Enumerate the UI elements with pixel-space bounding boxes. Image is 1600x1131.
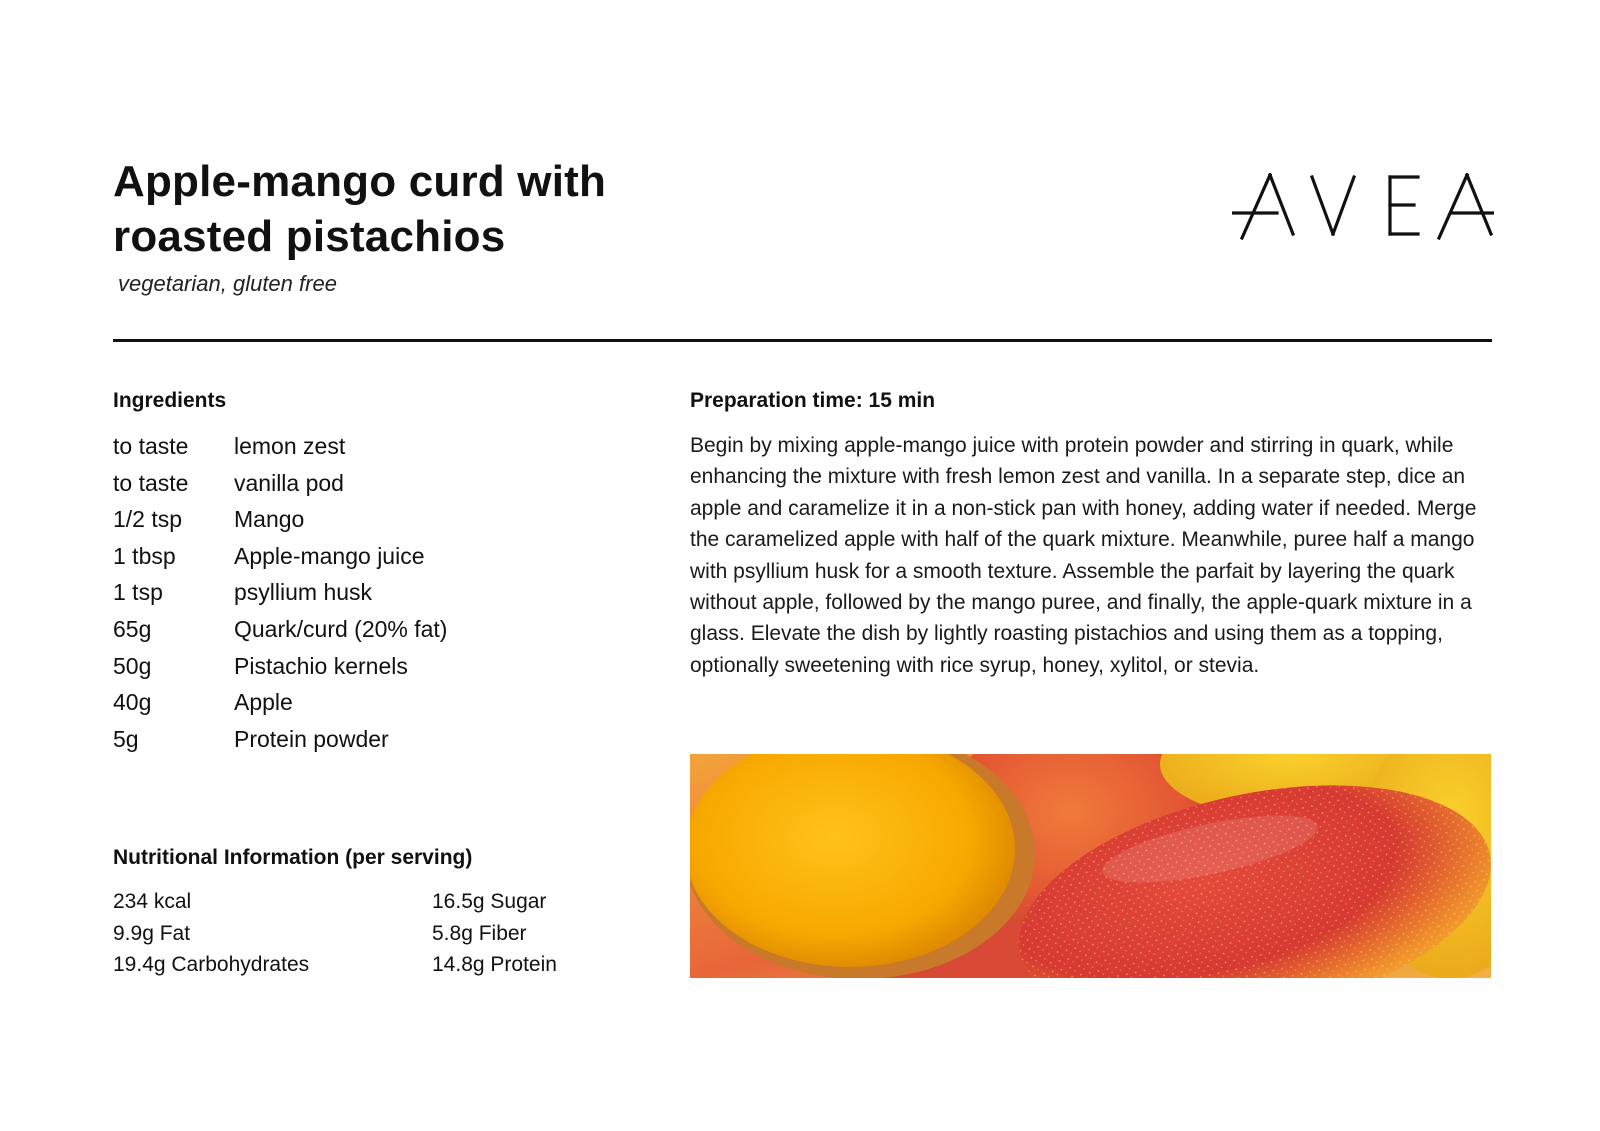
ingredient-name: Protein powder [234, 725, 389, 752]
nutrition-value: 14.8g Protein [432, 953, 557, 976]
recipe-title: Apple-mango curd with roasted pistachios [113, 157, 607, 261]
ingredient-name: psyllium husk [234, 579, 373, 606]
mango-photo [690, 754, 1491, 978]
ingredient-quantity: to taste [113, 469, 189, 496]
ingredient-name: vanilla pod [234, 469, 344, 496]
avea-logo-icon [1232, 172, 1494, 242]
ingredient-name: Quark/curd (20% fat) [234, 615, 448, 642]
ingredients-list [113, 428, 447, 757]
ingredient-row [113, 538, 447, 575]
diet-tags: vegetarian, gluten free [118, 271, 337, 296]
ingredient-row [113, 574, 447, 611]
ingredient-row [113, 684, 447, 721]
mango-photo-illustration [690, 754, 1491, 978]
ingredient-name: Pistachio kernels [234, 652, 408, 679]
nutrition-grid [113, 886, 632, 981]
ingredient-quantity: 50g [113, 652, 152, 679]
nutrition-value: 5.8g Fiber [432, 921, 527, 945]
avea-logo [1232, 172, 1494, 242]
ingredient-name: lemon zest [234, 433, 346, 459]
nutrition-value: 16.5g Sugar [432, 890, 547, 913]
ingredient-name: Apple-mango juice [234, 542, 425, 569]
ingredient-quantity: 5g [113, 725, 139, 752]
ingredient-quantity: 65g [113, 615, 152, 642]
ingredient-quantity: 1 tsp [113, 579, 163, 606]
ingredient-row [113, 721, 447, 758]
ingredient-name: Mango [234, 506, 305, 533]
preparation-instructions: Begin by mixing apple-mango juice with protein powder and stirring in quark, while enhancing the mixture with fresh lemon zest and vanilla. In a separate step, dice an apple and caramelize it in a non-stick pan with honey, adding water if needed. Merge the caramelized apple with half of the quark mixture. Meanwhile, puree half a mango with psyllium husk for a smooth texture. Assemble the parfait by layering the quark without apple, followed by the mango puree, and finally, the apple-quark mixture in a glass. Elevate the dish by lightly roasting pistachios and using them as a topping, optionally sweetening with rice syrup, honey, xylitol, or stevia. [690, 434, 1477, 677]
preparation-heading: Preparation time: 15 min [690, 389, 936, 412]
ingredient-quantity: 40g [113, 689, 152, 716]
ingredient-row [113, 428, 447, 465]
ingredient-quantity: 1/2 tsp [113, 506, 183, 533]
nutrition-value: 9.9g Fat [113, 921, 191, 945]
ingredient-quantity: to taste [113, 433, 189, 459]
ingredients-heading: Ingredients [113, 389, 227, 412]
nutrition-heading: Nutritional Information (per serving) [113, 846, 473, 869]
nutrition-value: 19.4g Carbohydrates [113, 953, 310, 976]
ingredient-row [113, 501, 447, 538]
ingredient-name: Apple [234, 689, 293, 716]
ingredient-row [113, 648, 447, 685]
ingredient-row [113, 465, 447, 502]
ingredient-quantity: 1 tbsp [113, 542, 176, 569]
header-divider [113, 339, 1492, 342]
nutrition-value: 234 kcal [113, 890, 192, 913]
ingredient-row [113, 611, 447, 648]
